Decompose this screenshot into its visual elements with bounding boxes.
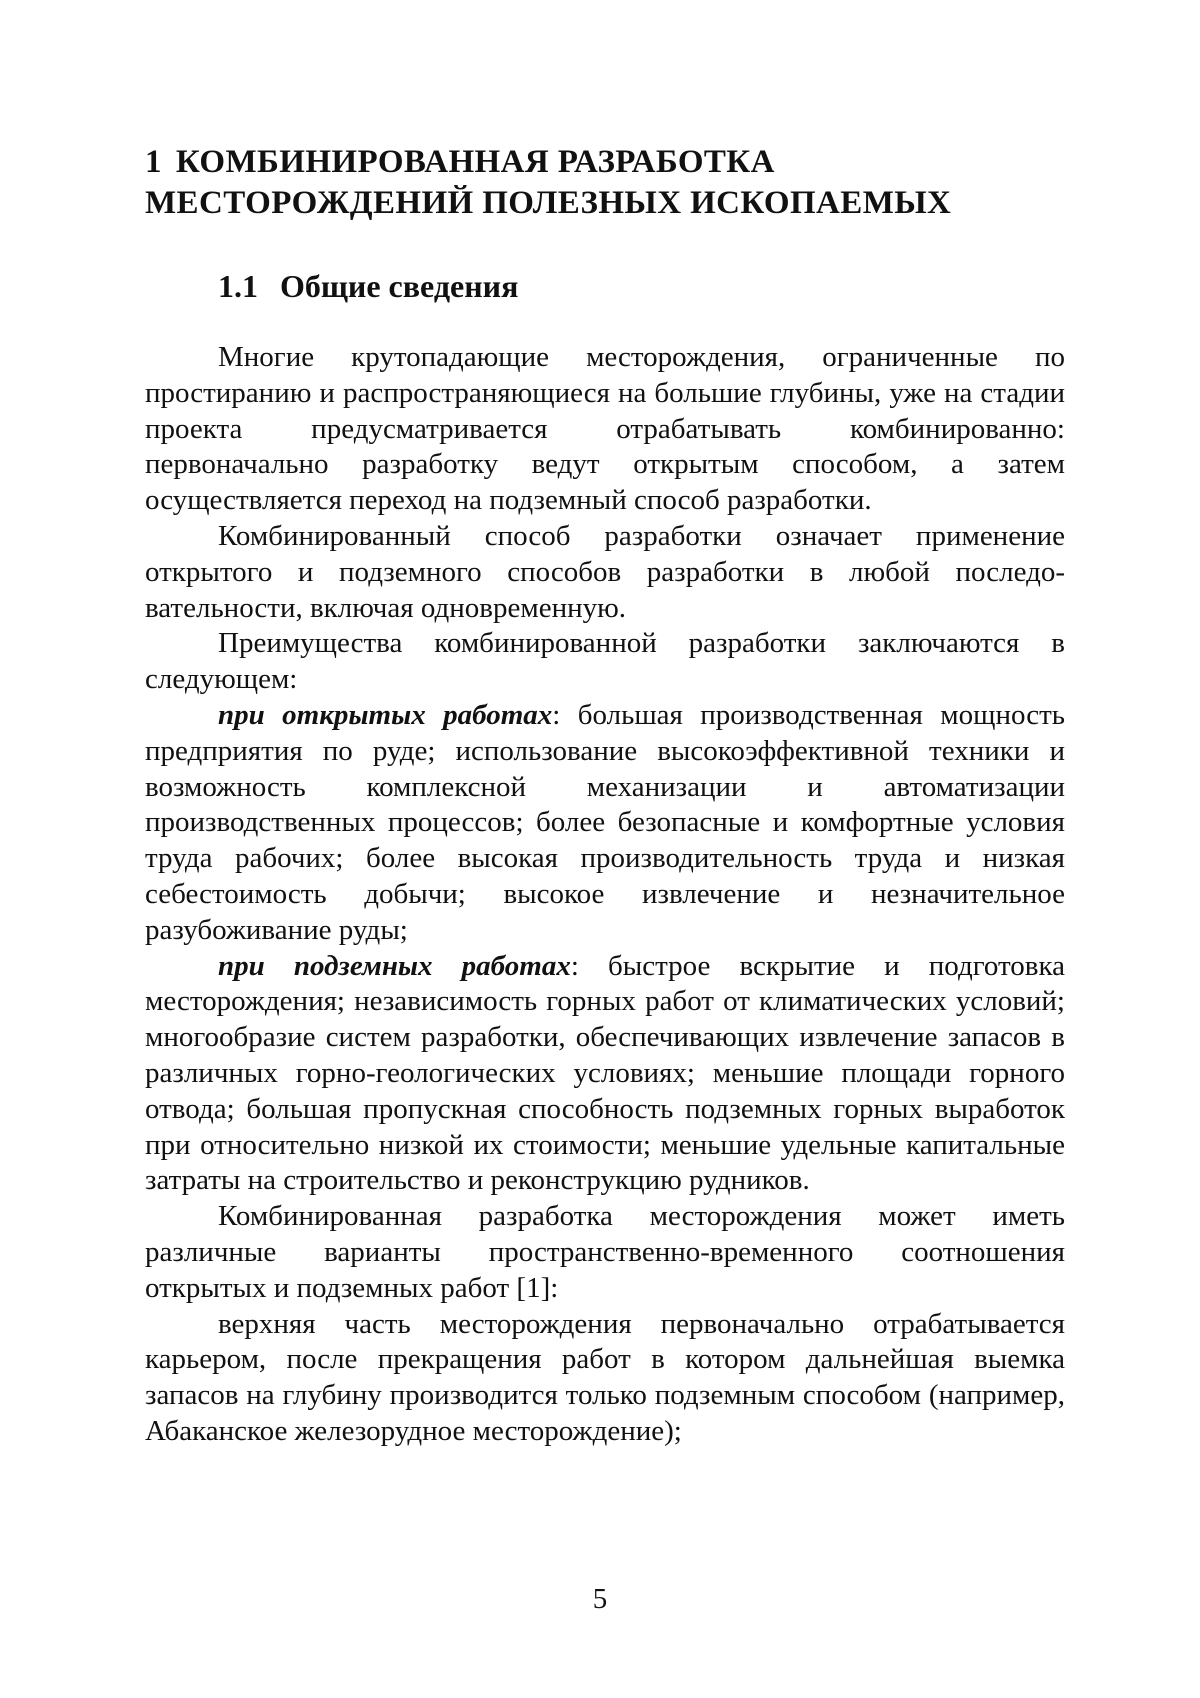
paragraph-variants-intro: Комбинированная разработка месторождения может иметь различные варианты пространственно-временного соотношения открытых и подземных работ [1]: <box>145 1200 1065 1304</box>
chapter-title-text: КОМБИНИРОВАННАЯ РАЗРАБОТКА МЕСТОРОЖДЕНИЙ ПОЛЕЗНЫХ ИСКОПАЕМЫХ <box>145 144 952 221</box>
paragraph-intro: Многие крутопадающие месторождения, ограниченные по простиранию и распространяющиеся на большие глубины, уже на стадии проекта предусматривается отрабатывать комбинированно: первоначально разработку ведут открытым способом, а затем осуществляется переход на подземный способ разработки. <box>145 341 1065 517</box>
term-open-pit: при открытых работах <box>218 698 553 731</box>
open-pit-advantages-text: : большая производственная мощность предприятия по руде; использование высокоэффективной техники и возможность комплексной механизации и автоматизации производственных процессов; более безопасные и комфортные условия труда рабочих; более высокая производительность труда и низкая себестоимость добычи; высокое извлечение и незначительное разубоживание руды; <box>145 698 1065 946</box>
section-number: 1.1 <box>218 268 258 304</box>
body-text <box>145 340 1065 1450</box>
section-heading <box>218 266 518 306</box>
section-title-text: Общие сведения <box>280 268 519 304</box>
term-underground: при подземных работах <box>218 949 571 982</box>
paragraph-variant-1: верхняя часть месторождения первоначально отрабатывается карьером, после прекращения работ в котором дальнейшая выемка запасов на глубину производится только подземным способом (например, Абаканское железорудное месторождение); <box>145 1307 1065 1447</box>
paragraph-definition: Комбинированный способ разработки означает применение открытого и подземного способов разработки в любой последовательности, включая одновременную. <box>145 519 1065 624</box>
chapter-number: 1 <box>145 144 162 180</box>
chapter-heading <box>145 142 1080 224</box>
underground-advantages-text: : быстрое вскрытие и подготовка месторождения; независимость горных работ от климатических условий; многообразие систем разработки, обеспечивающих извлечение запасов в различных горно-геологических условиях; меньшие площади горного отвода; большая пропускная способность подземных горных выработок при относительно низкой их стоимости; меньшие удельные капитальные затраты на строительство и реконструкцию рудников. <box>145 949 1065 1197</box>
page-number: 5 <box>592 1583 608 1615</box>
paragraph-open-pit-advantages <box>145 698 1065 949</box>
paragraph-underground-advantages <box>145 949 1065 1200</box>
paragraph-advantages-intro: Преимущества комбинированной разработки заключаются в следующем: <box>145 627 1065 696</box>
